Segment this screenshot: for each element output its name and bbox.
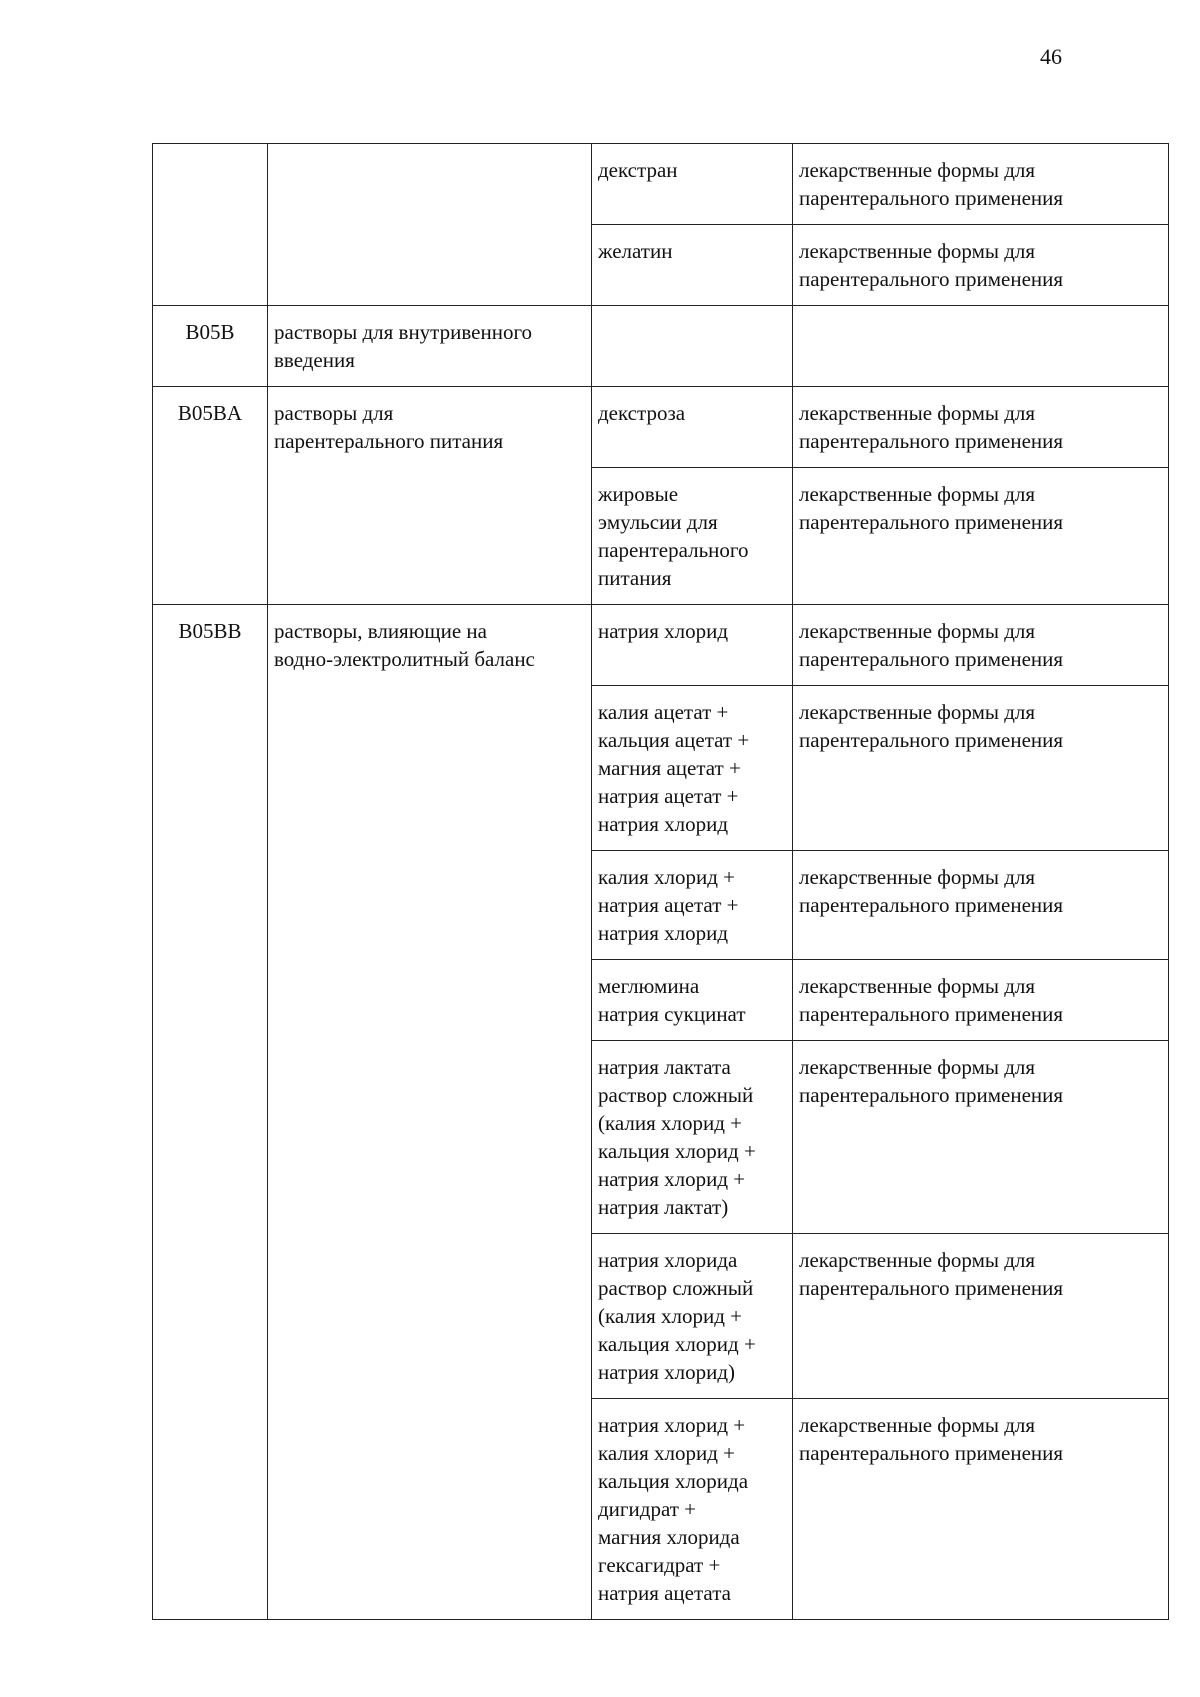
table-row (153, 605, 1169, 686)
dosage-form-cell: лекарственные формы для парентерального применения (793, 468, 1169, 605)
substance-cell: калия хлорид + натрия ацетат + натрия хлорид (592, 851, 793, 960)
dosage-form-cell: лекарственные формы для парентерального применения (793, 144, 1169, 225)
substance-cell: натрия хлорида раствор сложный (калия хлорид + кальция хлорид + натрия хлорид) (592, 1234, 793, 1399)
group-name-cell: растворы для парентерального питания (268, 387, 592, 605)
dosage-form-cell: лекарственные формы для парентерального применения (793, 851, 1169, 960)
dosage-form-cell: лекарственные формы для парентерального применения (793, 387, 1169, 468)
dosage-form-cell: лекарственные формы для парентерального применения (793, 225, 1169, 306)
dosage-form-cell: лекарственные формы для парентерального применения (793, 1399, 1169, 1620)
substance-cell: натрия лактата раствор сложный (калия хлорид + кальция хлорид + натрия хлорид + натрия лактат) (592, 1041, 793, 1234)
substance-cell: декстроза (592, 387, 793, 468)
substance-cell: натрия хлорид (592, 605, 793, 686)
group-name-cell: растворы для внутривенного введения (268, 306, 592, 387)
drug-table (152, 143, 1169, 1620)
dosage-form-cell: лекарственные формы для парентерального применения (793, 605, 1169, 686)
substance-cell: декстран (592, 144, 793, 225)
table-row (153, 144, 1169, 225)
atc-code-cell: B05BB (153, 605, 268, 1620)
page-number: 46 (1040, 44, 1062, 69)
substance-cell: желатин (592, 225, 793, 306)
dosage-form-cell: лекарственные формы для парентерального применения (793, 960, 1169, 1041)
substance-cell: меглюмина натрия сукцинат (592, 960, 793, 1041)
atc-code-cell: B05BA (153, 387, 268, 605)
table-row (153, 306, 1169, 387)
substance-cell: жировые эмульсии для парентерального питания (592, 468, 793, 605)
group-name-cell: растворы, влияющие на водно-электролитный баланс (268, 605, 592, 1620)
dosage-form-cell: лекарственные формы для парентерального применения (793, 686, 1169, 851)
substance-cell: натрия хлорид + калия хлорид + кальция хлорида дигидрат + магния хлорида гексагидрат + натрия ацетата (592, 1399, 793, 1620)
dosage-form-cell (793, 306, 1169, 387)
atc-code-cell (153, 144, 268, 306)
table-row (153, 387, 1169, 468)
dosage-form-cell: лекарственные формы для парентерального применения (793, 1234, 1169, 1399)
group-name-cell (268, 144, 592, 306)
substance-cell (592, 306, 793, 387)
atc-code-cell: B05B (153, 306, 268, 387)
dosage-form-cell: лекарственные формы для парентерального применения (793, 1041, 1169, 1234)
substance-cell: калия ацетат + кальция ацетат + магния ацетат + натрия ацетат + натрия хлорид (592, 686, 793, 851)
